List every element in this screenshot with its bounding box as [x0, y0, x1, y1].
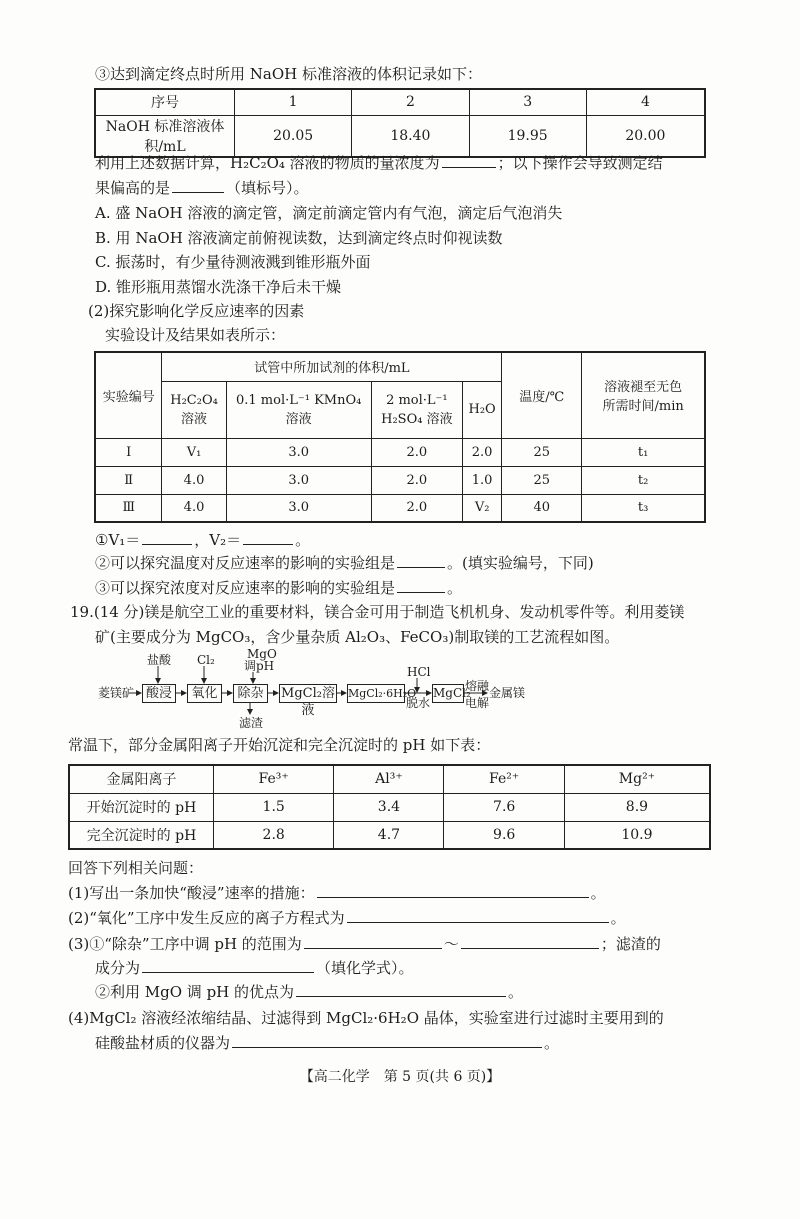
table-cell: Ⅰ: [95, 438, 162, 466]
flow-step-acid-leach: 酸浸: [142, 684, 176, 703]
question-text: 硅酸盐材质的仪器为: [95, 1034, 231, 1052]
question-text: ；滤渣的: [600, 935, 661, 953]
section-title: (2)探究影响化学反应速率的因素: [88, 302, 305, 320]
table-cell: 2.0: [371, 466, 462, 494]
question-text: 成分为: [95, 959, 141, 977]
table-header: 金属阳离子: [69, 765, 214, 793]
question-line: [68, 908, 626, 928]
answer-intro: 回答下列相关问题：: [68, 859, 204, 877]
table-cell: 25: [502, 466, 582, 494]
answer-blank[interactable]: [296, 982, 506, 997]
answer-blank[interactable]: [304, 934, 442, 949]
table-cell: Ⅱ: [95, 466, 162, 494]
question-line: [95, 982, 523, 1002]
question-text: 利用上述数据计算，H₂C₂O₄ 溶液的物质的量浓度为: [95, 154, 440, 172]
question-text: ，V₂＝: [194, 531, 242, 549]
header-line: H₂SO₄ 溶液: [381, 411, 453, 427]
ph-table-intro: 常温下，部分金属阳离子开始沉淀和完全沉淀时的 pH 如下表：: [68, 736, 491, 754]
answer-blank[interactable]: [317, 883, 589, 898]
flow-step-mgcl2-solution: MgCl₂溶液: [279, 684, 337, 703]
flow-start-label: 菱镁矿: [98, 686, 135, 700]
answer-blank[interactable]: [347, 908, 609, 923]
question-text: 。: [590, 884, 606, 902]
table-row: [69, 821, 710, 849]
table-cell: 8.9: [564, 793, 710, 821]
table-cell: 25: [502, 438, 582, 466]
electrolysis-label: 电解: [465, 696, 490, 710]
table-header: 实验编号: [95, 352, 162, 438]
melt-label: 熔融: [465, 679, 490, 693]
table-cell: 40: [502, 494, 582, 522]
option-b: B. 用 NaOH 溶液滴定前俯视读数，达到滴定终点时仰视读数: [95, 229, 503, 247]
residue-label: 滤渣: [239, 716, 264, 730]
table-header: 温度/℃: [502, 352, 582, 438]
section-intro: 实验设计及结果如表所示：: [105, 326, 286, 344]
table-cell: 1.0: [462, 466, 501, 494]
flow-step-mgcl2: MgCl₂: [432, 684, 464, 703]
header-line: H₂C₂O₄: [170, 392, 218, 408]
question-text: (3)①“除杂”工序中调 pH 的范围为: [68, 935, 302, 953]
question-text: 果偏高的是: [95, 179, 171, 197]
question-text: 。: [610, 909, 626, 927]
question-text: ②利用 MgO 调 pH 的优点为: [95, 983, 295, 1001]
table-cell: 2.0: [371, 494, 462, 522]
header-line: 溶液: [285, 411, 312, 427]
question-line: (4)MgCl₂ 溶液经浓缩结晶、过滤得到 MgCl₂·6H₂O 晶体，实验室进行过滤时主要用到的: [68, 1009, 664, 1027]
table-cell: 4.7: [334, 821, 444, 849]
table-cell: 7.6: [444, 793, 564, 821]
table-cell: t₁: [582, 438, 705, 466]
flow-step-impurity-removal: 除杂: [233, 684, 268, 703]
reagent-hydrochloric-acid: 盐酸: [147, 653, 172, 667]
header-line: 溶液: [181, 411, 208, 427]
table-cell: 完全沉淀时的 pH: [69, 821, 214, 849]
question-text: ③可以探究浓度对反应速率的影响的实验组是: [95, 579, 396, 597]
option-a: A. 盛 NaOH 溶液的滴定管，滴定前滴定管内有气泡，滴定后气泡消失: [95, 204, 563, 222]
table-cell: 1.5: [214, 793, 334, 821]
q19-line1: 19.(14 分)镁是航空工业的重要材料，镁合金可用于制造飞机机身、发动机零件等。利用菱镁: [70, 603, 685, 621]
flow-end-label: 金属镁: [489, 686, 526, 700]
question-text: (1)写出一条加快“酸浸”速率的措施：: [68, 884, 315, 902]
table-cell: t₃: [582, 494, 705, 522]
reagent-adjust-ph: 调pH: [244, 659, 275, 673]
table-cell: 2: [352, 89, 469, 115]
option-d: D. 锥形瓶用蒸馏水洗涤干净后未干燥: [95, 278, 342, 296]
table-cell: 3.0: [226, 466, 371, 494]
answer-blank[interactable]: [142, 958, 314, 973]
table-cell: 18.40: [352, 115, 469, 157]
table-header: Fe²⁺: [444, 765, 564, 793]
table-cell: NaOH 标准溶液体积/mL: [95, 115, 235, 157]
question-text: ②可以探究温度对反应速率的影响的实验组是: [95, 554, 396, 572]
option-c: C. 振荡时，有少量待测液溅到锥形瓶外面: [95, 253, 371, 271]
table-header: H₂O: [462, 381, 501, 438]
table-cell: 3.0: [226, 494, 371, 522]
question-text: （填化学式）。: [316, 959, 414, 977]
flow-step-mgcl2-hydrate: MgCl₂·6H₂O: [347, 684, 405, 703]
table-cell: 4.0: [162, 466, 226, 494]
question-text: 。: [295, 531, 311, 549]
table-header: Mg²⁺: [564, 765, 710, 793]
question-text: 。: [544, 1034, 560, 1052]
table-row: [69, 793, 710, 821]
question-line: [95, 958, 414, 978]
ph-table: [68, 764, 711, 850]
header-line: 所需时间/min: [602, 399, 684, 415]
table-cell: 3: [469, 89, 586, 115]
header-line: 2 mol·L⁻¹: [386, 392, 448, 408]
question-text: (2)“氧化”工序中发生反应的离子方程式为: [68, 909, 345, 927]
table-row: [69, 765, 710, 793]
table-header: 试管中所加试剂的体积/mL: [162, 352, 502, 381]
dehydrate-label: 脱水: [406, 696, 431, 710]
titration-intro: ③达到滴定终点时所用 NaOH 标准溶液的体积记录如下：: [95, 65, 482, 83]
table-cell: 4: [586, 89, 705, 115]
table-cell: t₂: [582, 466, 705, 494]
reagent-chlorine: Cl₂: [197, 653, 215, 667]
table-header: Al³⁺: [334, 765, 444, 793]
q19-line2: 矿(主要成分为 MgCO₃，含少量杂质 Al₂O₃、FeCO₃)制取镁的工艺流程如图。: [95, 628, 620, 646]
table-cell: 9.6: [444, 821, 564, 849]
table-cell: 19.95: [469, 115, 586, 157]
table-cell: 2.0: [462, 438, 501, 466]
question-text: 。: [508, 983, 524, 1001]
table-cell: 10.9: [564, 821, 710, 849]
table-cell: 序号: [95, 89, 235, 115]
table-cell: 4.0: [162, 494, 226, 522]
header-line: 0.1 mol·L⁻¹ KMnO₄: [236, 392, 362, 408]
table-cell: 3.4: [334, 793, 444, 821]
flow-step-oxidation: 氧化: [187, 684, 222, 703]
question-text: 。(填实验编号，下同): [447, 554, 594, 572]
reagent-mgo: MgO: [247, 647, 277, 661]
question-line: [68, 883, 606, 903]
table-cell: 3.0: [226, 438, 371, 466]
answer-blank[interactable]: [232, 1033, 542, 1048]
table-cell: 1: [235, 89, 352, 115]
page-footer: 【高二化学 第 5 页(共 6 页)】: [299, 1069, 501, 1085]
table-cell: 2.0: [371, 438, 462, 466]
table-header: Fe³⁺: [214, 765, 334, 793]
table-cell: 20.05: [235, 115, 352, 157]
header-line: 溶液褪至无色: [604, 380, 683, 396]
answer-blank[interactable]: [461, 934, 599, 949]
table-cell: 2.8: [214, 821, 334, 849]
question-text: 。: [447, 579, 463, 597]
question-line: [68, 934, 661, 954]
table-cell: V₁: [162, 438, 226, 466]
question-text: ①V₁＝: [95, 531, 141, 549]
table-cell: Ⅲ: [95, 494, 162, 522]
table-cell: V₂: [462, 494, 501, 522]
question-text: ；以下操作会导致测定结: [497, 154, 663, 172]
question-text: ～: [443, 935, 459, 953]
reagent-hcl-gas: HCl: [407, 665, 431, 679]
table-cell: 20.00: [586, 115, 705, 157]
question-line: [95, 1033, 559, 1053]
question-text: （填标号）。: [226, 179, 309, 197]
table-cell: 开始沉淀时的 pH: [69, 793, 214, 821]
